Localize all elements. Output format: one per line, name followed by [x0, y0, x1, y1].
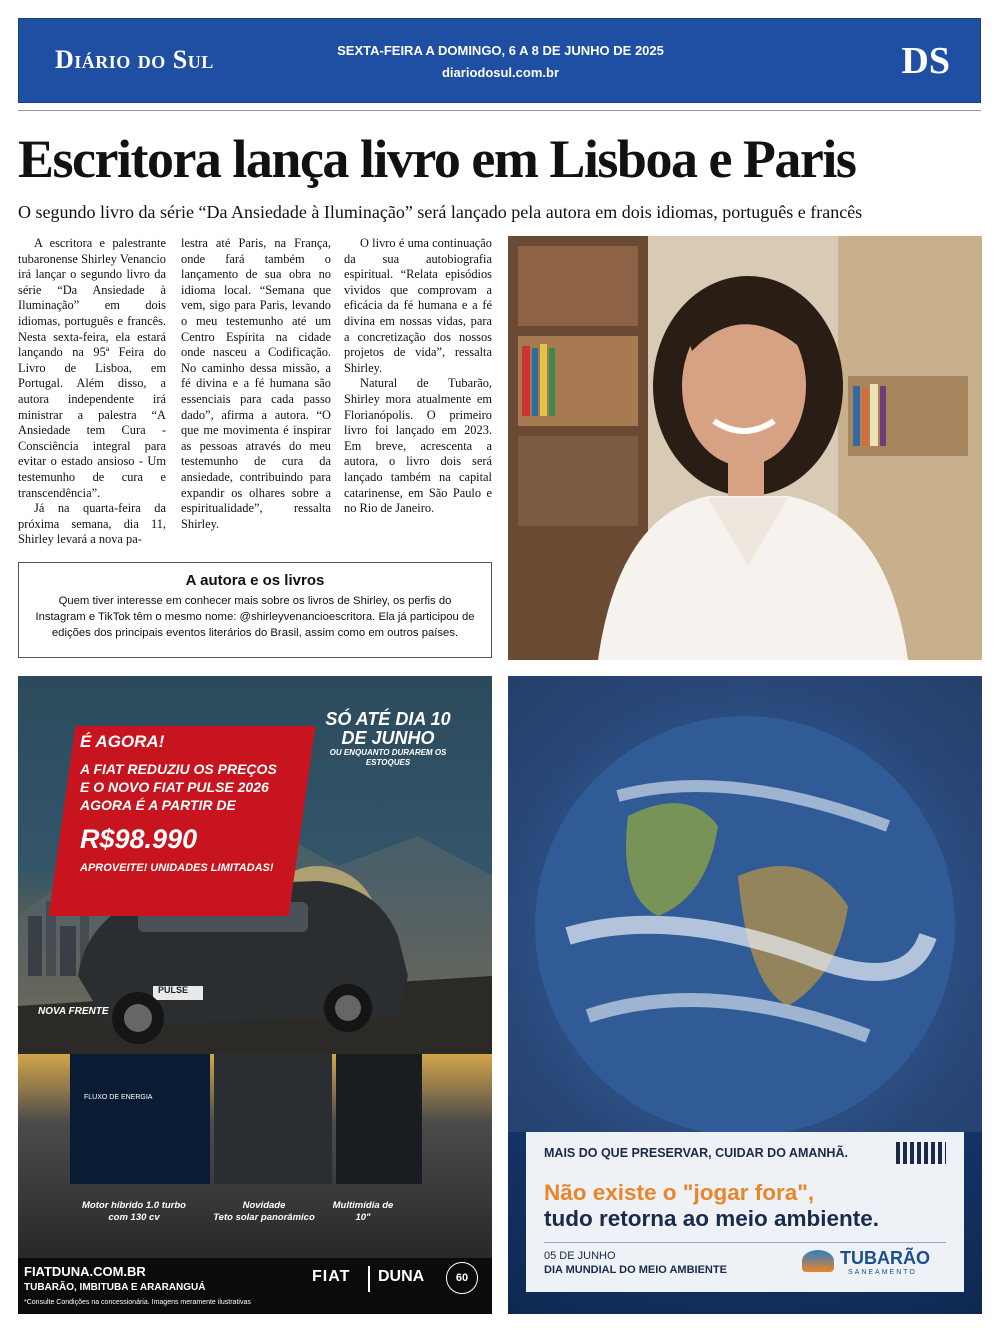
paragraph: Já na quarta-feira da próxima semana, dia 11, Shirley levará a nova pa- [18, 501, 166, 547]
campaign-event: DIA MUNDIAL DO MEIO AMBIENTE [544, 1264, 727, 1276]
card-divider [544, 1242, 946, 1243]
paragraph: O livro é uma continuação da sua autobiografia espiritual. “Relata episódios vividos que comprovam a eficácia da fé humana e a fé divina em nossas vidas, para a concretização dos nossos projetos de vida”, ressalta Shirley. [344, 236, 492, 375]
edition-date: SEXTA-FEIRA A DOMINGO, 6 A 8 DE JUNHO DE 2025 [337, 43, 664, 58]
feature-caption-2 [204, 1200, 324, 1224]
feature-strip [18, 1054, 492, 1184]
paragraph: A escritora e palestrante tubaronense Shirley Venancio irá lançar o segundo livro da série “Da Ansiedade à Iluminação” em dois idiomas, português e francês. Nesta sexta-feira, ela estará lançando na 95ª Feira do Livro de Lisboa, em Portugal. Além disso, a autora independente irá ministrar a palestra “A Ansiedade tem Cura - Consciência integral para evitar o estado ansioso - Um testemunho de cura e transcendência”. [18, 236, 166, 500]
article-headline: Escritora lança livro em Lisboa e Paris [18, 129, 856, 189]
article-deck: O segundo livro da série “Da Ansiedade à Iluminação” será lançado pela autora em dois idiomas, português e francês [18, 202, 863, 222]
feature-caption-2-title: Novidade [242, 1200, 286, 1211]
tubarao-saneamento-ad [508, 676, 982, 1314]
deadline-text: SÓ ATÉ DIA 10 DE JUNHO [325, 709, 451, 748]
sidebar-box-text: Quem tiver interesse em conhecer mais sobre os livros de Shirley, os perfis do Instagram e TikTok têm o mesmo nome: @shirleyvenancioescritora. Ela já participou de edições dos principais eventos literários do Brasil, assim como em outros países. [35, 595, 475, 639]
anniversary-seal: 60 [446, 1262, 478, 1294]
promo-deadline [318, 710, 458, 768]
promo-price: R$98.990 [80, 824, 198, 854]
feature-caption-1: Motor híbrido 1.0 turbo com 130 cv [82, 1200, 186, 1223]
sunroof-panel [214, 1054, 332, 1184]
tubarao-wave-icon [802, 1250, 834, 1272]
dashboard-panel [70, 1054, 210, 1184]
masthead [18, 18, 981, 103]
campaign-headline-2: tudo retorna ao meio ambiente. [544, 1206, 880, 1231]
tubarao-logo: TUBARÃO [840, 1248, 930, 1268]
paragraph: Natural de Tubarão, Shirley mora atualmente em Florianópolis. O primeiro livro foi lançado em 2023. Em breve, acrescenta a autora, o livro dois será lançado também na capital catarinense, em São Paulo e no Rio de Janeiro. [344, 376, 492, 516]
cluster-label: FLUXO DE ENERGIA [84, 1094, 153, 1101]
promo-message: A FIAT REDUZIU OS PREÇOS E O NOVO FIAT PULSE 2026 AGORA É A PARTIR DE [80, 761, 277, 813]
nova-frente-label: NOVA FRENTE [38, 1006, 109, 1017]
article-column-1 [18, 236, 166, 548]
author-photo [508, 236, 982, 660]
author-portrait-illustration [508, 236, 982, 660]
fiat-ad-footer [18, 1258, 492, 1314]
fiat-duna-ad [18, 676, 492, 1314]
article-column-2 [181, 236, 331, 532]
barcode-icon [896, 1142, 946, 1164]
sidebar-box-title: A autora e os livros [185, 572, 325, 589]
multimedia-panel [336, 1054, 422, 1184]
article-column-3 [344, 236, 492, 517]
earth-globe-illustration [508, 676, 982, 1132]
newspaper-logo: Diário do Sul [55, 45, 214, 74]
duna-logo: DUNA [378, 1268, 425, 1285]
promo-cta: APROVEITE! UNIDADES LIMITADAS! [80, 862, 274, 874]
dealer-cities: TUBARÃO, IMBITUBA E ARARANGUÁ [24, 1282, 206, 1293]
campaign-headline-1: Não existe o "jogar fora", [544, 1180, 815, 1205]
license-plate: PULSE [158, 985, 189, 995]
ad-disclaimer: *Consulte Condições na concessionária. Imagens meramente ilustrativas [24, 1299, 251, 1306]
fiat-logo: FIAT [312, 1268, 351, 1285]
feature-caption-3: Multimídia de 10" [332, 1200, 394, 1223]
campaign-card [526, 1132, 964, 1292]
feature-caption-2-text: Teto solar panorâmico [213, 1212, 315, 1223]
paragraph: lestra até Paris, na França, onde fará também o lançamento de sua obra no idioma local. “Semana que vem, sigo para Paris, levando o meu testemunho até um Centro Espírita na cidade onde nasceu a Codificação. No caminho dessa missão, a fé divina e a fé humana são essenciais para cada passo dado”, afirma a autora. “O que me movimenta é inspirar as pessoas através do meu testemunho de cura da ansiedade, contribuindo para expandir os olhares sobre a espiritualidade”, ressalta Shirley. [181, 236, 331, 531]
campaign-date: 05 DE JUNHO [544, 1250, 616, 1262]
logo-divider [368, 1266, 370, 1292]
masthead-rule [18, 110, 981, 111]
masthead-initials: DS [901, 40, 950, 82]
promo-headline: É AGORA! [80, 732, 165, 751]
promo-text [80, 732, 280, 875]
deadline-note: OU ENQUANTO DURAREM OS ESTOQUES [329, 748, 447, 767]
tubarao-logo-sub: SANEAMENTO [848, 1269, 917, 1276]
dealer-site[interactable]: FIATDUNA.COM.BR [24, 1264, 146, 1279]
sidebar-box [18, 562, 492, 658]
campaign-tagline: MAIS DO QUE PRESERVAR, CUIDAR DO AMANHÃ. [544, 1146, 848, 1160]
site-url[interactable]: diariodosul.com.br [441, 65, 559, 80]
